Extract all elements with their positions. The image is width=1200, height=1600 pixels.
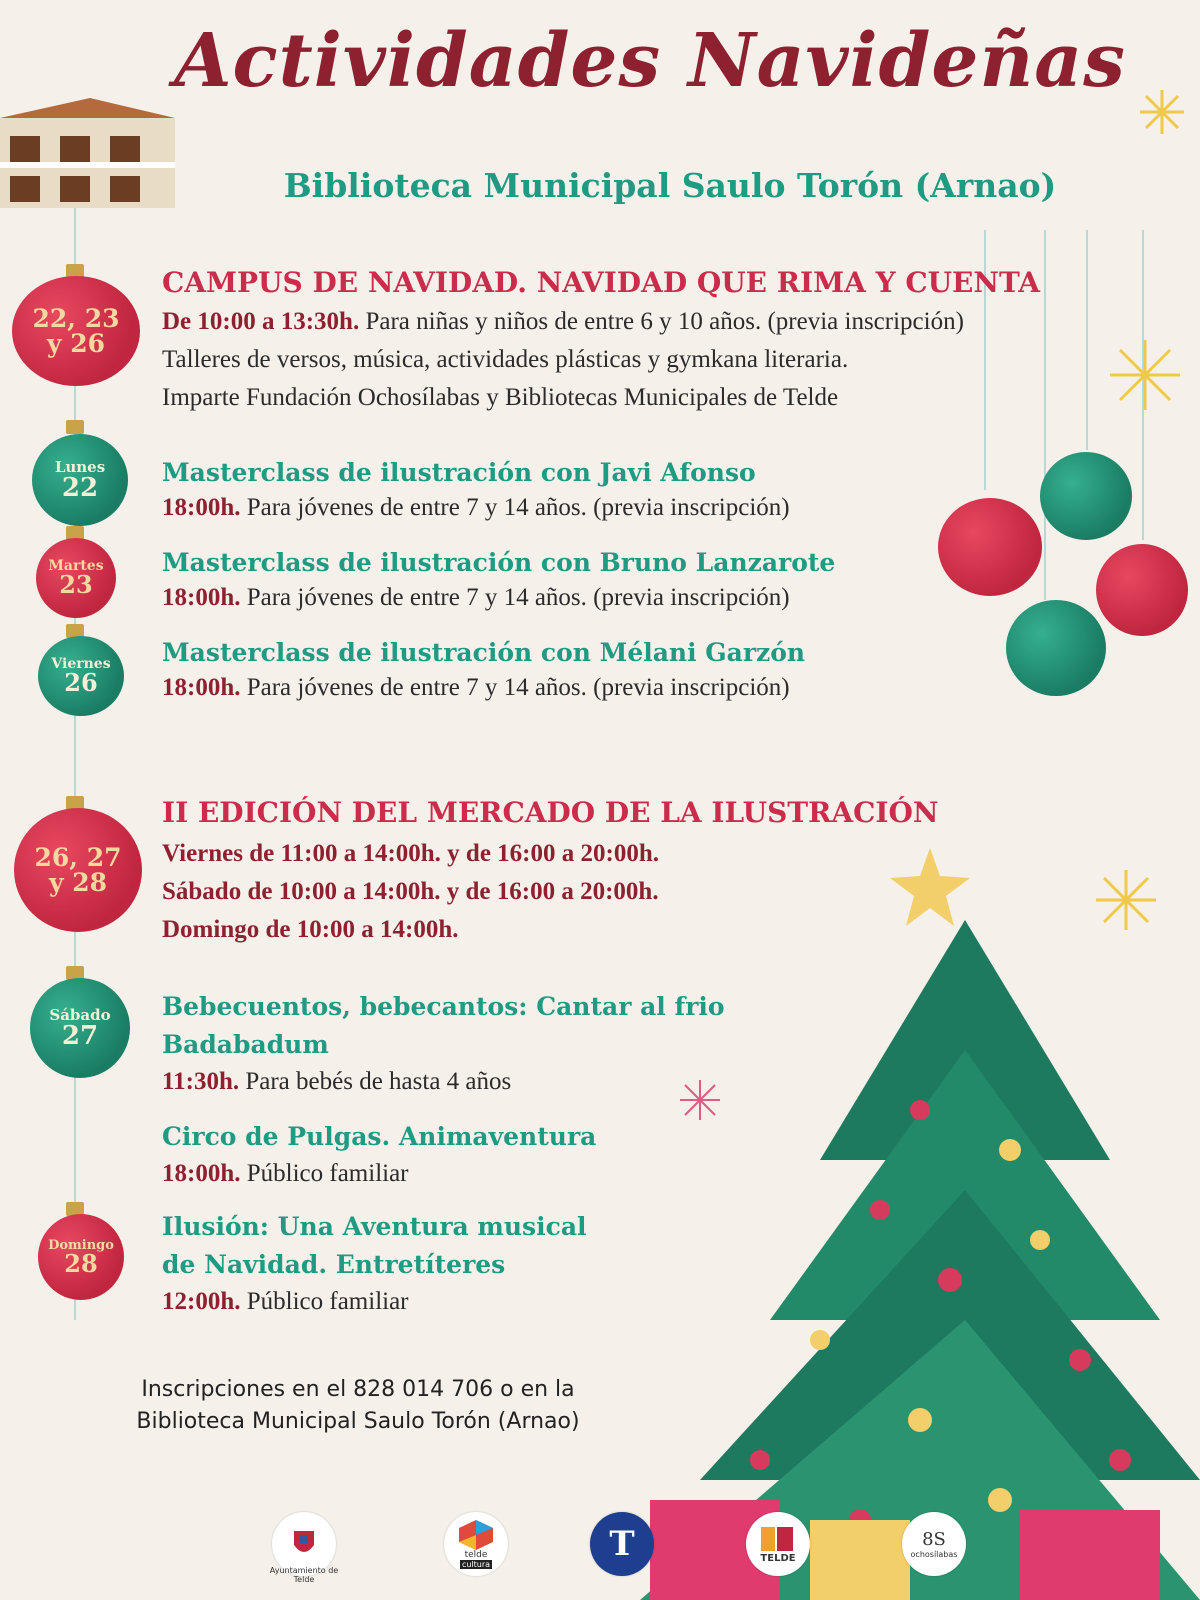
coat-of-arms-icon bbox=[292, 1529, 316, 1559]
masterclass-details bbox=[162, 494, 790, 522]
ornament-day: Viernes bbox=[51, 656, 111, 672]
library-subtitle: Biblioteca Municipal Saulo Torón (Arnao) bbox=[283, 166, 1057, 205]
activity-description: Público familiar bbox=[246, 1160, 409, 1187]
registration-line-2: Biblioteca Municipal Saulo Torón (Arnao) bbox=[136, 1408, 580, 1434]
books-b-icon bbox=[761, 1525, 795, 1553]
ornament-day: Martes bbox=[48, 558, 104, 574]
activity-time: 12:00h. bbox=[162, 1288, 241, 1315]
star-decoration bbox=[1110, 340, 1180, 410]
ornament-string bbox=[1044, 230, 1046, 600]
gestel-mark: T bbox=[609, 1524, 635, 1564]
lunes-ornament bbox=[32, 434, 128, 526]
activity-time: 11:30h. bbox=[162, 1068, 240, 1095]
red-ornament bbox=[1096, 544, 1188, 636]
bebecuentos-title-cont: Badabadum bbox=[162, 1030, 329, 1059]
red-ornament bbox=[938, 498, 1042, 596]
sabado-ornament bbox=[30, 978, 130, 1078]
telde-cultura-subtext: cultura bbox=[461, 1559, 491, 1569]
campus-time: De 10:00 a 13:30h. bbox=[162, 308, 360, 335]
mercado-sunday-hours: Domingo de 10:00 a 14:00h. bbox=[162, 916, 459, 943]
mercado-title: II EDICIÓN DEL MERCADO DE LA ILUSTRACIÓN bbox=[162, 796, 939, 829]
mercado-dates: 26, 27 y 28 bbox=[34, 843, 122, 897]
masterclass-description: Para jóvenes de entre 7 y 14 años. (previa inscripción) bbox=[246, 674, 790, 701]
green-ornament bbox=[1006, 600, 1106, 696]
ilusion-title-cont: de Navidad. Entretíteres bbox=[162, 1250, 506, 1279]
ornament-day: Lunes bbox=[54, 457, 106, 476]
bibliotecas-telde-logo bbox=[746, 1512, 810, 1576]
registration-info bbox=[108, 1374, 608, 1438]
ornament-number: 22 bbox=[61, 472, 99, 503]
masterclass-time: 18:00h. bbox=[162, 494, 241, 521]
ornament-number: 27 bbox=[61, 1020, 99, 1051]
ornament-string bbox=[1086, 230, 1088, 450]
registration-line-1: Inscripciones en el 828 014 706 o en la bbox=[141, 1377, 575, 1402]
ornament-number: 23 bbox=[59, 570, 93, 599]
page-title: Actividades Navideñas bbox=[174, 18, 1126, 104]
gestel-logo bbox=[590, 1512, 654, 1576]
circo-details bbox=[162, 1160, 409, 1188]
masterclass-time: 18:00h. bbox=[162, 584, 241, 611]
masterclass-title: Masterclass de ilustración con Bruno Lanzarote bbox=[162, 548, 836, 577]
campus-dates: 22, 23 y 26 bbox=[32, 304, 120, 358]
campus-date-ornament bbox=[12, 276, 140, 386]
viernes-ornament bbox=[38, 636, 124, 716]
bebecuentos-title: Bebecuentos, bebecantos: Cantar al frio bbox=[162, 992, 725, 1021]
ornament-day: Domingo bbox=[48, 1237, 114, 1253]
masterclass-details bbox=[162, 584, 790, 612]
ochosilabas-mark: 8S bbox=[922, 1529, 946, 1550]
campus-title: CAMPUS DE NAVIDAD. NAVIDAD QUE RIMA Y CUENTA bbox=[162, 266, 1040, 299]
ochosilabas-logo bbox=[902, 1512, 966, 1576]
activity-description: Público familiar bbox=[246, 1288, 409, 1315]
cultura-hexagon-icon bbox=[459, 1520, 493, 1550]
campus-description: Para niñas y niños de entre 6 y 10 años. (previa inscripción) bbox=[365, 308, 964, 335]
mercado-friday-hours: Viernes de 11:00 a 14:00h. y de 16:00 a 20:00h. bbox=[162, 840, 659, 867]
mercado-date-ornament bbox=[14, 808, 142, 932]
masterclass-title: Masterclass de ilustración con Mélani Garzón bbox=[162, 638, 806, 667]
mercado-saturday-hours: Sábado de 10:00 a 14:00h. y de 16:00 a 20:00h. bbox=[162, 878, 659, 905]
library-building-illustration bbox=[0, 98, 180, 208]
ilusion-details bbox=[162, 1288, 409, 1316]
ilusion-title: Ilusión: Una Aventura musical bbox=[162, 1212, 587, 1241]
ornament-number: 28 bbox=[64, 1248, 98, 1278]
ornament-number: 26 bbox=[64, 668, 98, 697]
campus-schedule-line bbox=[162, 308, 964, 336]
telde-cultura-logo bbox=[444, 1512, 508, 1576]
activity-time: 18:00h. bbox=[162, 1160, 241, 1187]
green-ornament bbox=[1040, 452, 1132, 540]
circo-title: Circo de Pulgas. Animaventura bbox=[162, 1122, 597, 1151]
masterclass-time: 18:00h. bbox=[162, 674, 241, 701]
campus-activities: Talleres de versos, música, actividades plásticas y gymkana literaria. bbox=[162, 346, 849, 373]
bebecuentos-details bbox=[162, 1068, 511, 1096]
masterclass-description: Para jóvenes de entre 7 y 14 años. (previa inscripción) bbox=[246, 584, 790, 611]
martes-ornament bbox=[36, 538, 116, 618]
activity-description: Para bebés de hasta 4 años bbox=[245, 1068, 512, 1095]
ornament-day: Sábado bbox=[49, 1005, 111, 1024]
telde-cultura-text: telde bbox=[464, 1549, 488, 1560]
star-decoration bbox=[1140, 90, 1184, 134]
ayuntamiento-label: Ayuntamiento de Telde bbox=[269, 1566, 339, 1584]
ornament-cap bbox=[66, 420, 84, 434]
ochosilabas-label: ochosílabas bbox=[910, 1550, 958, 1559]
campus-instructors: Imparte Fundación Ochosílabas y Bibliotecas Municipales de Telde bbox=[162, 384, 839, 411]
masterclass-description: Para jóvenes de entre 7 y 14 años. (previa inscripción) bbox=[246, 494, 790, 521]
masterclass-details bbox=[162, 674, 790, 702]
masterclass-title: Masterclass de ilustración con Javi Afonso bbox=[162, 458, 756, 487]
domingo-ornament bbox=[38, 1214, 124, 1300]
bibliotecas-label: TELDE bbox=[760, 1552, 796, 1564]
